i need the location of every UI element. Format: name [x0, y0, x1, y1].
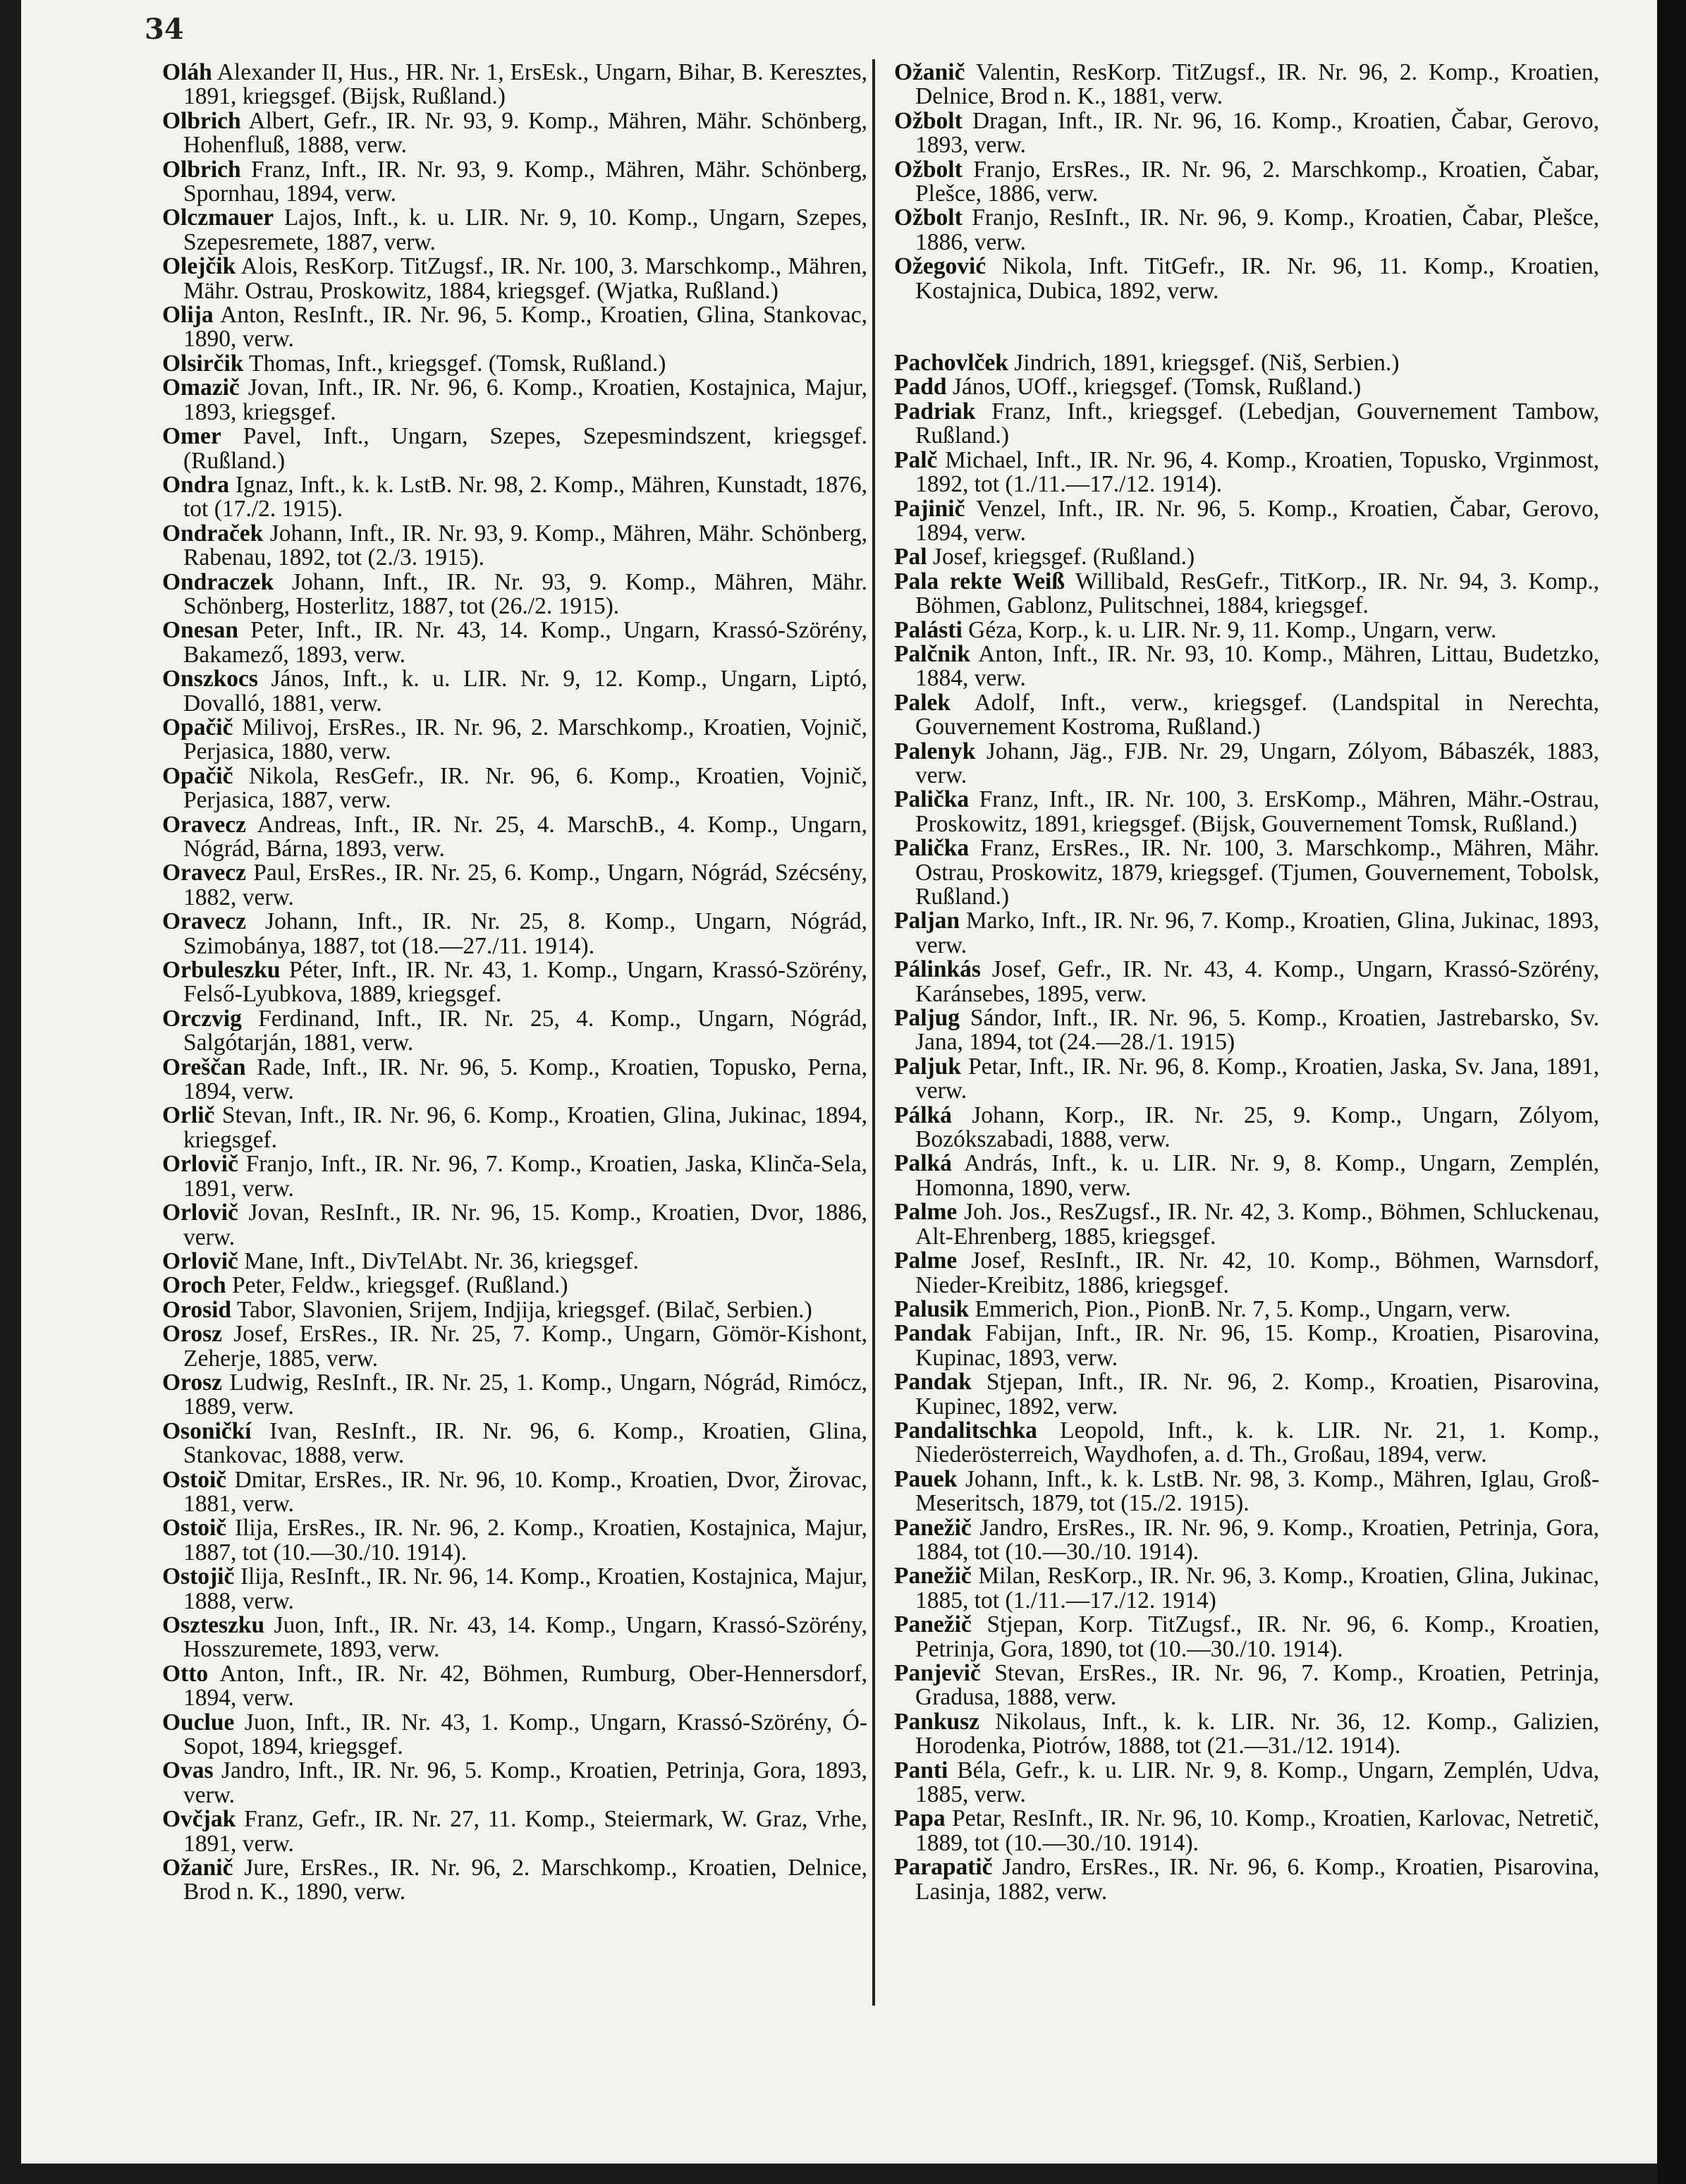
entry-surname: Ovas — [162, 1757, 214, 1784]
entry-surname: Paljug — [894, 1005, 960, 1032]
register-entry — [894, 446, 1600, 498]
entry-surname: Ondra — [162, 471, 229, 498]
entry-surname: Palčnik — [894, 640, 970, 667]
register-entry — [894, 1516, 1599, 1565]
entry-details: Franz, Gefr., IR. Nr. 27, 11. Komp., Steiermark, W. Graz, Vrhe, 1891, verw. — [183, 1806, 867, 1857]
entry-surname: Papa — [894, 1805, 946, 1832]
entry-surname: Palusik — [894, 1295, 970, 1322]
register-entry — [162, 1807, 867, 1856]
entry-surname: Pálká — [894, 1102, 952, 1128]
entry-surname: Orbuleszku — [162, 957, 281, 984]
register-entry — [894, 206, 1599, 255]
entry-details: Anton, Inft., IR. Nr. 42, Böhmen, Rumburg, Ober-Hennersdorf, 1894, verw. — [183, 1660, 867, 1712]
entry-details: Valentin, ResKorp. TitZugsf., IR. Nr. 96, 2. Komp., Kroatien, Delnice, Brod n. K., 1881, verw. — [915, 59, 1599, 110]
entry-surname: Orosid — [162, 1296, 232, 1323]
register-entry — [162, 958, 867, 1007]
entry-details: János, UOff., kriegsgef. (Tomsk, Rußland.) — [952, 374, 1362, 401]
entry-surname: Ožanič — [162, 1855, 233, 1881]
register-entry — [162, 206, 867, 255]
entry-surname: Opačič — [162, 714, 233, 740]
entry-surname: Osoničkí — [162, 1417, 252, 1444]
register-entry — [162, 813, 867, 862]
entry-surname: Orosz — [162, 1369, 222, 1396]
entry-surname: Orlovič — [162, 1247, 238, 1274]
column-divider — [872, 59, 875, 2006]
entry-surname: Ožanič — [894, 59, 965, 85]
entry-details: Peter, Inft., IR. Nr. 43, 14. Komp., Ungarn, Krassó-Szörény, Bakamező, 1893, verw. — [183, 617, 868, 668]
register-entry — [162, 1417, 868, 1469]
entry-surname: Pala rekte Weiß — [894, 568, 1065, 594]
page-number: 34 — [145, 13, 184, 46]
entry-surname: Omer — [162, 423, 221, 450]
entry-surname: Palme — [894, 1199, 958, 1226]
entry-surname: Ovčjak — [162, 1806, 236, 1833]
register-entry — [894, 400, 1599, 449]
register-entry — [162, 1856, 867, 1905]
entry-details: Stevan, ErsRes., IR. Nr. 96, 7. Komp., Kroatien, Petrinja, Gradusa, 1888, verw. — [915, 1660, 1599, 1711]
entry-details: Johann, Inft., IR. Nr. 93, 9. Komp., Mähren, Mähr. Schönberg, Hosterlitz, 1887, tot (26./2. 1915). — [183, 568, 868, 619]
register-entry — [162, 861, 867, 910]
entry-surname: Olejčik — [162, 253, 236, 280]
register-entry — [162, 1104, 867, 1152]
entry-surname: Pauek — [894, 1465, 958, 1492]
entry-surname: Parapatič — [894, 1854, 993, 1881]
entry-surname: Oravecz — [162, 860, 247, 886]
entry-details: Albert, Gefr., IR. Nr. 93, 9. Komp., Mähren, Mähr. Schönberg, Hohenfluß, 1888, verw. — [183, 107, 868, 159]
entry-surname: Pandalitschka — [894, 1417, 1037, 1444]
entry-details: Jovan, Inft., IR. Nr. 96, 6. Komp., Kroatien, Kostajnica, Majur, 1893, kriegsgef. — [183, 374, 867, 425]
entry-details: Anton, ResInft., IR. Nr. 96, 5. Komp., Kroatien, Glina, Stankovac, 1890, verw. — [183, 302, 867, 353]
entry-surname: Oreščan — [162, 1054, 246, 1080]
entry-details: Marko, Inft., IR. Nr. 96, 7. Komp., Kroatien, Glina, Jukinac, 1893, verw. — [915, 908, 1600, 958]
entry-details: András, Inft., k. u. LIR. Nr. 9, 8. Komp., Ungarn, Zemplén, Homonna, 1890, verw. — [915, 1150, 1599, 1201]
entry-details: Johann, Jäg., FJB. Nr. 29, Ungarn, Zólyom, Bábaszék, 1883, verw. — [915, 738, 1599, 788]
register-entry — [894, 1419, 1599, 1468]
entry-surname: Ožbolt — [894, 107, 963, 134]
entry-details: Dragan, Inft., IR. Nr. 96, 16. Komp., Kroatien, Čabar, Gerovo, 1893, verw. — [915, 107, 1599, 159]
entry-details: Franjo, ErsRes., IR. Nr. 96, 2. Marschkomp., Kroatien, Čabar, Plešce, 1886, verw. — [915, 156, 1600, 207]
register-entry — [894, 1295, 1599, 1322]
entry-details: Dmitar, ErsRes., IR. Nr. 96, 10. Komp., Kroatien, Dvor, Žirovac, 1881, verw. — [183, 1466, 868, 1517]
register-entry — [894, 1661, 1599, 1710]
entry-surname: Opačič — [162, 762, 233, 789]
entry-surname: Ožbolt — [894, 205, 963, 231]
entry-details: Sándor, Inft., IR. Nr. 96, 5. Komp., Kroatien, Jastrebarsko, Sv. Jana, 1894, tot (24.—28./1. 1915) — [915, 1005, 1599, 1056]
register-entry — [894, 1055, 1599, 1104]
entry-details: Ilija, ErsRes., IR. Nr. 96, 2. Komp., Kroatien, Kostajnica, Majur, 1887, tot (10.—30./10. 1914). — [183, 1515, 867, 1566]
entry-details: Johann, Inft., IR. Nr. 25, 8. Komp., Ungarn, Nógrád, Szimobánya, 1887, tot (18.—27./11. 1914). — [183, 908, 868, 959]
register-entry — [162, 1007, 867, 1056]
register-entry — [162, 303, 867, 352]
register-entry — [162, 667, 867, 716]
entry-details: Jindrich, 1891, kriegsgef. (Niš, Serbien.) — [1014, 350, 1400, 377]
entry-surname: Palička — [894, 835, 970, 862]
register-entry — [162, 1298, 867, 1322]
entry-details: Milan, ResKorp., IR. Nr. 96, 3. Komp., Kroatien, Glina, Jukinac, 1885, tot (1./11.—17./12. 1914) — [915, 1563, 1600, 1613]
entry-details: Rade, Inft., IR. Nr. 96, 5. Komp., Kroatien, Topusko, Perna, 1894, verw. — [183, 1054, 868, 1105]
register-entry — [162, 1759, 867, 1807]
register-entry — [894, 1564, 1599, 1613]
entry-surname: Olczmauer — [162, 205, 274, 231]
register-entry — [162, 158, 867, 207]
entry-surname: Orlič — [162, 1102, 215, 1129]
register-entry — [162, 568, 868, 619]
entry-details: Juon, Inft., IR. Nr. 43, 14. Komp., Ungarn, Krassó-Szörény, Hosszuremete, 1893, verw. — [183, 1612, 868, 1663]
entry-details: Thomas, Inft., kriegsgef. (Tomsk, Rußland.) — [249, 350, 666, 377]
entry-details: Franjo, Inft., IR. Nr. 96, 7. Komp., Kroatien, Jaska, Klinča-Sela, 1891, verw. — [183, 1151, 867, 1202]
register-entry — [162, 1468, 867, 1517]
entry-details: Mane, Inft., DivTelAbt. Nr. 36, kriegsgef. — [244, 1247, 639, 1274]
entry-details: Johann, Korp., IR. Nr. 25, 9. Komp., Ungarn, Zólyom, Bozókszabadi, 1888, verw. — [915, 1102, 1599, 1153]
register-entry — [162, 109, 867, 158]
entry-surname: Palč — [894, 446, 938, 473]
register-entry — [162, 1371, 867, 1420]
entry-details: Géza, Korp., k. u. LIR. Nr. 9, 11. Komp., Ungarn, verw. — [968, 616, 1497, 643]
entry-surname: Oláh — [162, 59, 212, 85]
register-entry — [162, 1516, 867, 1565]
register-entry — [162, 1662, 867, 1711]
entry-details: Franz, Inft., IR. Nr. 93, 9. Komp., Mähren, Mähr. Schönberg, Spornhau, 1894, verw. — [183, 156, 867, 207]
entry-surname: Palásti — [894, 616, 963, 643]
entry-surname: Olsirčik — [162, 350, 244, 377]
register-entry — [162, 473, 867, 522]
entry-surname: Ostoič — [162, 1515, 227, 1542]
entry-details: Stevan, Inft., IR. Nr. 96, 6. Komp., Kroatien, Glina, Jukinac, 1894, kriegsgef. — [183, 1102, 868, 1153]
right-column — [894, 61, 1599, 1904]
entry-surname: Panežič — [894, 1514, 972, 1541]
entry-details: Ludwig, ResInft., IR. Nr. 25, 1. Komp., Ungarn, Nógrád, Rimócz, 1889, verw. — [183, 1369, 868, 1420]
entry-surname: Olija — [162, 302, 214, 329]
entry-details: Fabijan, Inft., IR. Nr. 96, 15. Komp., Kroatien, Pisarovina, Kupinac, 1893, verw. — [915, 1320, 1600, 1371]
register-entry — [894, 618, 1599, 642]
entry-surname: Panjevič — [894, 1660, 981, 1686]
entry-details: Nikolaus, Inft., k. k. LIR. Nr. 36, 12. Komp., Galizien, Horodenka, Piotrów, 1888, tot (21.—31./12. 1914). — [915, 1708, 1599, 1759]
register-entry — [162, 425, 867, 473]
entry-details: Ferdinand, Inft., IR. Nr. 25, 4. Komp., Ungarn, Nógrád, Salgótarján, 1881, verw. — [183, 1005, 868, 1056]
register-entry — [162, 1247, 867, 1274]
register-entry — [894, 1322, 1599, 1370]
entry-details: Jandro, ErsRes., IR. Nr. 96, 6. Komp., Kroatien, Pisarovina, Lasinja, 1882, verw. — [915, 1854, 1599, 1905]
entry-details: Milivoj, ErsRes., IR. Nr. 96, 2. Marschkomp., Kroatien, Vojnič, Perjasica, 1880, verw. — [183, 714, 868, 765]
register-entry — [162, 716, 867, 764]
entry-details: Josef, Gefr., IR. Nr. 43, 4. Komp., Ungarn, Krassó-Szörény, Karánsebes, 1895, verw. — [915, 956, 1600, 1007]
register-entry — [162, 1152, 867, 1201]
entry-details: Péter, Inft., IR. Nr. 43, 1. Komp., Ungarn, Krassó-Szörény, Felső-Lyubkova, 1889, kriegsgef. — [183, 957, 868, 1008]
entry-surname: Oroch — [162, 1272, 226, 1299]
entry-details: Josef, ErsRes., IR. Nr. 25, 7. Komp., Ungarn, Gömör-Kishont, Zeherje, 1885, verw. — [183, 1321, 867, 1372]
register-entry — [894, 255, 1599, 303]
entry-surname: Ožegović — [894, 253, 986, 280]
entry-surname: Palička — [894, 786, 970, 813]
register-entry — [894, 642, 1599, 691]
entry-details: Johann, Inft., IR. Nr. 93, 9. Komp., Mähren, Mähr. Schönberg, Rabenau, 1892, tot (2./3. 1915). — [183, 520, 867, 571]
register-entry — [894, 1807, 1599, 1855]
register-entry — [162, 1711, 867, 1759]
register-entry — [162, 1613, 867, 1662]
entry-details: Josef, ResInft., IR. Nr. 42, 10. Komp., Böhmen, Warnsdorf, Nieder-Kreibitz, 1886, kriegsgef. — [915, 1247, 1600, 1298]
entry-surname: Oszteszku — [162, 1612, 265, 1638]
entry-surname: Otto — [162, 1660, 209, 1687]
register-entry — [894, 1465, 1599, 1517]
register-entry — [162, 910, 867, 958]
register-entry — [894, 1200, 1599, 1249]
register-entry — [894, 570, 1599, 618]
entry-details: Alexander II, Hus., HR. Nr. 1, ErsEsk., Ungarn, Bihar, B. Keresztes, 1891, kriegsgef. (Bijsk, Rußland.) — [183, 59, 867, 110]
register-entry — [894, 1104, 1599, 1152]
register-entry — [894, 740, 1599, 788]
entry-surname: Ožbolt — [894, 156, 963, 183]
entry-details: Jandro, ErsRes., IR. Nr. 96, 9. Komp., Kroatien, Petrinja, Gora, 1884, tot (10.—30./10. 1914). — [915, 1514, 1599, 1565]
entry-details: Jandro, Inft., IR. Nr. 96, 5. Komp., Kroatien, Petrinja, Gora, 1893, verw. — [183, 1757, 868, 1808]
entry-surname: Padriak — [894, 398, 976, 425]
register-entry — [162, 764, 867, 813]
entry-surname: Onszkocs — [162, 666, 258, 693]
register-entry — [894, 691, 1599, 740]
entry-details: Peter, Feldw., kriegsgef. (Rußland.) — [231, 1272, 568, 1299]
entry-surname: Pálinkás — [894, 956, 981, 983]
entry-details: Pavel, Inft., Ungarn, Szepes, Szepesmindszent, kriegsgef. (Rußland.) — [183, 423, 868, 474]
entry-surname: Palek — [894, 689, 951, 716]
entry-details: Franz, Inft., IR. Nr. 100, 3. ErsKomp., Mähren, Mähr.-Ostrau, Proskowitz, 1891, kriegsgef. (Bijsk, Gouvernement Tomsk, Rußland.) — [915, 786, 1599, 837]
register-entry — [894, 1759, 1599, 1807]
entry-surname: Palká — [894, 1150, 952, 1177]
register-entry — [162, 255, 867, 303]
register-entry — [894, 788, 1599, 836]
entry-details: Anton, Inft., IR. Nr. 93, 10. Komp., Mähren, Littau, Budetzko, 1884, verw. — [915, 640, 1599, 692]
entry-details: Petar, Inft., IR. Nr. 96, 8. Komp., Kroatien, Jaska, Sv. Jana, 1891, verw. — [915, 1053, 1599, 1104]
register-entry — [894, 351, 1599, 375]
register-entry — [894, 158, 1599, 207]
entry-surname: Paljuk — [894, 1053, 961, 1080]
entry-surname: Paljan — [894, 908, 960, 934]
entry-surname: Oravecz — [162, 908, 247, 935]
entry-details: Joh. Jos., ResZugsf., IR. Nr. 42, 3. Komp., Böhmen, Schluckenau, Alt-Ehrenberg, 1885, kriegsgef. — [915, 1199, 1600, 1250]
entry-details: Michael, Inft., IR. Nr. 96, 4. Komp., Kroatien, Topusko, Vrginmost, 1892, tot (1./11.—17./12. 1914). — [915, 446, 1600, 498]
register-entry — [894, 1710, 1599, 1759]
entry-details: Willibald, ResGefr., TitKorp., IR. Nr. 94, 3. Komp., Böhmen, Gablonz, Pulitschnei, 1884, kriegsgef. — [915, 568, 1600, 619]
entry-surname: Oravecz — [162, 811, 247, 838]
entry-details: Andreas, Inft., IR. Nr. 25, 4. MarschB., 4. Komp., Ungarn, Nógrád, Bárna, 1893, verw. — [183, 811, 867, 862]
entry-details: Leopold, Inft., k. k. LIR. Nr. 21, 1. Komp., Niederösterreich, Waydhofen, a. d. Th., Großau, 1894, verw. — [915, 1417, 1599, 1468]
entry-details: Nikola, Inft. TitGefr., IR. Nr. 96, 11. Komp., Kroatien, Kostajnica, Dubica, 1892, verw. — [915, 253, 1599, 304]
entry-details: Adolf, Inft., verw., kriegsgef. (Landspital in Nerechta, Gouvernement Kostroma, Rußland.) — [915, 689, 1599, 740]
register-entry — [894, 109, 1599, 158]
register-entry — [162, 1565, 867, 1613]
entry-details: Juon, Inft., IR. Nr. 43, 1. Komp., Ungarn, Krassó-Szörény, Ó-Sopot, 1894, kriegsgef. — [183, 1709, 867, 1760]
register-entry — [894, 1249, 1599, 1298]
entry-surname: Pankusz — [894, 1708, 980, 1735]
entry-details: Lajos, Inft., k. u. LIR. Nr. 9, 10. Komp., Ungarn, Szepes, Szepesremete, 1887, verw. — [183, 205, 867, 255]
register-entry — [894, 1152, 1599, 1200]
register-entry — [894, 375, 1599, 399]
scan-edge — [1657, 0, 1686, 2184]
entry-surname: Ondraček — [162, 520, 264, 547]
register-entry — [162, 61, 867, 109]
entry-surname: Orczvig — [162, 1005, 242, 1032]
entry-details: Emmerich, Pion., PionB. Nr. 7, 5. Komp., Ungarn, verw. — [975, 1295, 1511, 1322]
entry-surname: Palenyk — [894, 738, 976, 764]
register-entry — [894, 1855, 1599, 1904]
entry-surname: Padd — [894, 374, 947, 401]
entry-details: Franz, ErsRes., IR. Nr. 100, 3. Marschkomp., Mähren, Mähr. Ostrau, Proskowitz, 1879, kriegsgef. (Tjumen, Gouvernement, Tobolsk, Rußland.) — [915, 835, 1599, 910]
entry-details: Jovan, ResInft., IR. Nr. 96, 15. Komp., Kroatien, Dvor, 1886, verw. — [183, 1200, 868, 1250]
register-entry — [162, 522, 867, 571]
entry-details: Josef, kriegsgef. (Rußland.) — [932, 544, 1195, 571]
register-entry — [162, 1056, 867, 1104]
entry-surname: Panežič — [894, 1563, 972, 1590]
entry-surname: Omazič — [162, 374, 240, 401]
entry-surname: Onesan — [162, 617, 238, 644]
left-column — [162, 61, 867, 1905]
entry-surname: Olbrich — [162, 156, 241, 183]
entry-surname: Pandak — [894, 1369, 972, 1396]
entry-details: János, Inft., k. u. LIR. Nr. 9, 12. Komp., Ungarn, Liptó, Dovalló, 1881, verw. — [183, 666, 868, 716]
entry-surname: Panežič — [894, 1611, 972, 1638]
entry-details: Petar, ResInft., IR. Nr. 96, 10. Komp., Kroatien, Karlovac, Netretič, 1889, tot (10.—30./10. 1914). — [915, 1805, 1600, 1856]
register-entry — [162, 1274, 867, 1298]
entry-surname: Pachovlček — [894, 350, 1008, 377]
entry-details: Ilija, ResInft., IR. Nr. 96, 14. Komp., Kroatien, Kostajnica, Majur, 1888, verw. — [183, 1563, 867, 1614]
entry-surname: Ostoič — [162, 1466, 227, 1493]
entry-surname: Palme — [894, 1247, 958, 1274]
entry-surname: Ouclue — [162, 1709, 235, 1735]
register-entry — [162, 618, 867, 667]
register-entry — [894, 1370, 1599, 1419]
entry-details: Alois, ResKorp. TitZugsf., IR. Nr. 100, 3. Marschkomp., Mähren, Mähr. Ostrau, Proskowitz, 1884, kriegsgef. (Wjatka, Rußland.) — [183, 253, 867, 304]
entry-surname: Orosz — [162, 1321, 222, 1348]
register-entry — [894, 909, 1599, 958]
entry-details: Jure, ErsRes., IR. Nr. 96, 2. Marschkomp., Kroatien, Delnice, Brod n. K., 1890, verw. — [183, 1855, 868, 1905]
entry-surname: Panti — [894, 1757, 948, 1783]
entry-details: Béla, Gefr., k. u. LIR. Nr. 9, 8. Komp., Ungarn, Zemplén, Udva, 1885, verw. — [915, 1757, 1599, 1808]
entry-surname: Pal — [894, 544, 927, 571]
register-entry — [894, 836, 1599, 909]
entry-details: Ignaz, Inft., k. k. LstB. Nr. 98, 2. Komp., Mähren, Kunstadt, 1876, tot (17./2. 1915). — [183, 471, 868, 523]
entry-details: Johann, Inft., k. k. LstB. Nr. 98, 3. Komp., Mähren, Iglau, Groß-Meseritsch, 1879, tot (15./2. 1915). — [915, 1465, 1599, 1517]
entry-surname: Orlovič — [162, 1151, 238, 1178]
entry-surname: Pajinič — [894, 495, 965, 522]
entry-details: Venzel, Inft., IR. Nr. 96, 5. Komp., Kroatien, Čabar, Gerovo, 1894, verw. — [915, 495, 1600, 546]
register-entry — [162, 376, 867, 425]
entry-details: Franjo, ResInft., IR. Nr. 96, 9. Komp., Kroatien, Čabar, Plešce, 1886, verw. — [915, 205, 1599, 255]
register-entry — [162, 1201, 867, 1250]
register-entry — [894, 1006, 1599, 1055]
entry-details: Stjepan, Korp. TitZugsf., IR. Nr. 96, 6. Komp., Kroatien, Petrinja, Gora, 1890, tot (10.—30./10. 1914). — [915, 1611, 1600, 1662]
register-entry — [894, 497, 1599, 546]
entry-details: Tabor, Slavonien, Srijem, Indjija, kriegsgef. (Bilač, Serbien.) — [236, 1296, 812, 1323]
entry-details: Ivan, ResInft., IR. Nr. 96, 6. Komp., Kroatien, Glina, Stankovac, 1888, verw. — [183, 1417, 868, 1469]
register-entry — [894, 61, 1599, 109]
entry-details: Paul, ErsRes., IR. Nr. 25, 6. Komp., Ungarn, Nógrád, Szécsény, 1882, verw. — [183, 860, 868, 910]
entry-details: Stjepan, Inft., IR. Nr. 96, 2. Komp., Kroatien, Pisarovina, Kupinec, 1892, verw. — [915, 1369, 1599, 1420]
register-entry — [894, 545, 1599, 569]
entry-surname: Olbrich — [162, 107, 241, 134]
entry-surname: Ondraczek — [162, 568, 274, 595]
register-entry — [162, 352, 867, 376]
register-entry — [894, 1613, 1599, 1661]
register-entry — [894, 958, 1599, 1006]
entry-details: Franz, Inft., kriegsgef. (Lebedjan, Gouvernement Tambow, Rußland.) — [915, 398, 1600, 449]
entry-surname: Ostojič — [162, 1563, 235, 1590]
register-entry — [162, 1322, 867, 1371]
entry-surname: Orlovič — [162, 1200, 238, 1226]
entry-surname: Pandak — [894, 1320, 972, 1347]
entry-details: Nikola, ResGefr., IR. Nr. 96, 6. Komp., Kroatien, Vojnič, Perjasica, 1887, verw. — [183, 762, 868, 814]
